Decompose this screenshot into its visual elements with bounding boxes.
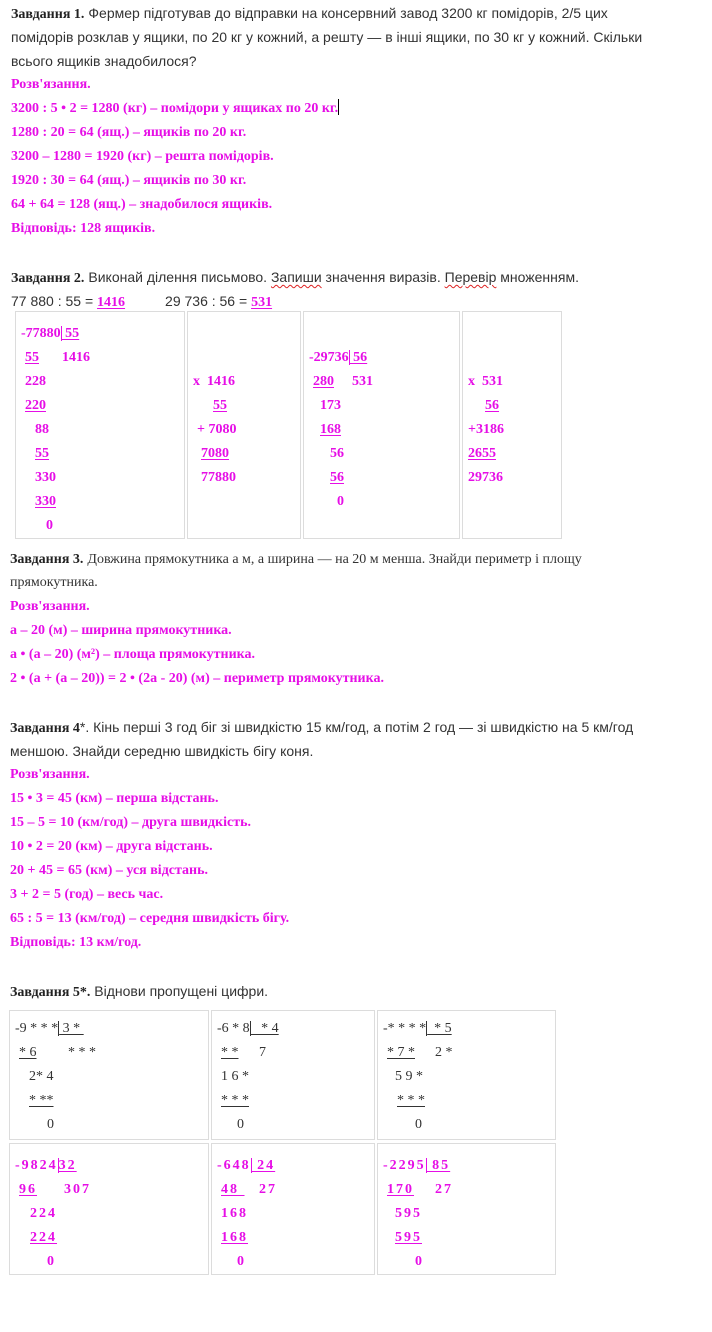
- puzzle1-row-4: * **: [29, 1093, 54, 1108]
- puzzle1-dividend: -9 * * *: [15, 1021, 59, 1036]
- puzzle2-row-4: * * *: [221, 1093, 249, 1108]
- mul1-row-1: x 1416: [193, 374, 235, 389]
- div2-first-sub: 280: [313, 374, 334, 389]
- puzzle3-quotient: 2 *: [435, 1045, 453, 1060]
- solution2-row-3: 168: [221, 1206, 248, 1221]
- solution2-row-4: 168: [221, 1230, 248, 1245]
- task5-text: Віднови пропущені цифри.: [90, 983, 269, 999]
- puzzle2-row-3: 1 6 *: [221, 1069, 249, 1084]
- task2-text-4: Перевір: [444, 269, 497, 285]
- solution2-divisor: 24: [251, 1158, 276, 1173]
- task1-text-line-2: помідорів розклав у ящики, по 20 кг у кожний, а решту — в інші ящики, по 30 кг у кожний. Скільки: [11, 29, 643, 45]
- task4-step-5: 3 + 2 = 5 (год) – весь час.: [10, 887, 164, 902]
- div1-row-3: 228: [25, 374, 46, 389]
- solution3-remainder: 0: [415, 1254, 422, 1269]
- task3-text: Довжина прямокутника а м, а ширина — на 20 м менша. Знайди периметр і площу: [87, 552, 582, 567]
- task3-step-2: а • (а – 20) (м²) – площа прямокутника.: [10, 647, 256, 662]
- task2-label: Завдання 2.: [11, 271, 85, 286]
- puzzle1-dividend-row: [15, 1017, 84, 1041]
- div1-row-4: 220: [25, 398, 46, 413]
- task4-step-6: 65 : 5 = 13 (км/год) – середня швидкість бігу.: [10, 911, 290, 926]
- task4-text: Кінь перші 3 год біг зі швидкістю 15 км/год, а потім 2 год — зі швидкістю на 5 км/год: [93, 719, 634, 735]
- task4-step-4: 20 + 45 = 65 (км) – уся відстань.: [10, 863, 209, 878]
- task1-step-5: 64 + 64 = 128 (ящ.) – знадобилося ящиків.: [11, 197, 273, 212]
- mul2-row-2: [472, 394, 499, 418]
- solution2-dividend: -648: [217, 1158, 251, 1173]
- div2-divisor: 56: [349, 350, 368, 365]
- solution3-divisor: 85: [426, 1158, 451, 1173]
- div2-dividend-row: [309, 346, 367, 370]
- task4-text-line-2: меншою. Знайди середню швидкість бігу коня.: [10, 743, 314, 759]
- task2-expr2: 29 736 : 56 =: [165, 293, 252, 309]
- puzzle1-remainder: 0: [47, 1117, 54, 1132]
- div2-quotient: 531: [352, 374, 373, 389]
- mul2-row-5: 29736: [468, 470, 503, 485]
- mul2-row-3: +3186: [468, 422, 504, 437]
- task2-text-2: Запиши: [270, 269, 322, 285]
- mul2-row-4: 2655: [468, 446, 496, 461]
- task1-step-4: 1920 : 30 = 64 (ящ.) – ящиків по 30 кг.: [11, 173, 247, 188]
- puzzle1-quotient: * * *: [68, 1045, 96, 1060]
- mul1-row-5: 77880: [201, 470, 236, 485]
- puzzle-cell-1: [9, 1010, 209, 1140]
- task5-label: Завдання 5*.: [10, 985, 91, 1000]
- puzzle-cell-2: [211, 1010, 375, 1140]
- task1-step-2: [11, 121, 246, 145]
- puzzle3-dividend: -* * * *: [383, 1021, 427, 1036]
- task1-solution-title: Розв'язання.: [11, 77, 91, 92]
- task3-step-1: а – 20 (м) – ширина прямокутника.: [10, 623, 232, 638]
- solution2-remainder: 0: [237, 1254, 244, 1269]
- task1-label: Завдання 1.: [11, 7, 85, 22]
- puzzle2-remainder: 0: [237, 1117, 244, 1132]
- task2-text-3: значення виразів.: [321, 269, 445, 285]
- div1-quotient: 1416: [62, 350, 90, 365]
- task4-step-2: 15 – 5 = 10 (км/год) – друга швидкість.: [10, 815, 252, 830]
- solution-cell-1: [9, 1143, 209, 1275]
- div1-first-sub-value: 55: [25, 350, 39, 365]
- solution1-dividend: -9824: [15, 1158, 58, 1173]
- mul1-row-2: [207, 394, 227, 418]
- solution3-row-4: 595: [395, 1230, 422, 1245]
- puzzle3-first-sub: * 7 *: [387, 1045, 415, 1060]
- div1-first-sub: [25, 346, 46, 370]
- div2-row-3: 173: [320, 398, 341, 413]
- solution-cell-3: [377, 1143, 556, 1275]
- task1-step-1: [11, 97, 339, 121]
- task3-solution-title: Розв'язання.: [10, 599, 90, 614]
- div2-remainder: 0: [337, 494, 344, 509]
- mul1-row-3: + 7080: [197, 422, 237, 437]
- solution1-dividend-row: [15, 1154, 77, 1178]
- solution1-row-4: 224: [30, 1230, 57, 1245]
- puzzle3-divisor: * 5: [427, 1021, 452, 1036]
- solution2-quotient: 27: [259, 1182, 277, 1197]
- task1-answer: Відповідь: 128 ящиків.: [11, 221, 156, 236]
- div1-row-5: 88: [35, 422, 49, 437]
- solution3-dividend-row: [383, 1154, 450, 1178]
- task1-step-1-text: 3200 : 5 • 2 = 1280 (кг) – помідори у ящиках по 20 кг.: [11, 101, 339, 116]
- task1-text-line-3: всього ящиків знадобилося?: [11, 53, 197, 69]
- task4-answer: Відповідь: 13 км/год.: [10, 935, 142, 950]
- puzzle2-dividend: -6 * 8: [217, 1021, 250, 1036]
- task3-label: Завдання 3.: [10, 552, 84, 567]
- task3-text-line-2: прямокутника.: [10, 575, 98, 590]
- solution1-divisor: 32: [58, 1158, 77, 1173]
- div2-row-4: 168: [320, 422, 341, 437]
- puzzle3-dividend-row: [383, 1017, 452, 1041]
- solution3-row-3: 595: [395, 1206, 422, 1221]
- task4-step-1: 15 • 3 = 45 (км) – перша відстань.: [10, 791, 219, 806]
- div1-dividend: -77880: [21, 326, 61, 341]
- task4-label: Завдання 4: [10, 721, 80, 736]
- task1-step-2-text: 1280 : 20 = 64 (ящ.) – ящиків по 20 кг.: [11, 125, 247, 140]
- puzzle2-quotient: 7: [259, 1045, 266, 1060]
- puzzle3-row-3: 5 9 *: [395, 1069, 423, 1084]
- solution2-dividend-row: [217, 1154, 275, 1178]
- text-cursor: [338, 99, 339, 115]
- puzzle2-divisor: * 4: [250, 1021, 279, 1036]
- puzzle1-first-sub: * 6: [19, 1045, 37, 1060]
- task2-text-5: множенням.: [496, 269, 579, 285]
- task2-multiplication-cell-2: [462, 311, 562, 539]
- mul2-row-1: x 531: [468, 374, 503, 389]
- puzzle2-first-sub: * *: [221, 1045, 239, 1060]
- div1-divisor: 55: [61, 326, 80, 341]
- task2-division-cell-2: [303, 311, 460, 539]
- puzzle1-row-3: 2* 4: [29, 1069, 54, 1084]
- solution3-dividend: -2295: [383, 1158, 426, 1173]
- puzzle3-row-4: * * *: [397, 1093, 425, 1108]
- solution3-quotient: 27: [435, 1182, 453, 1197]
- puzzle3-remainder: 0: [415, 1117, 422, 1132]
- puzzle2-dividend-row: [217, 1017, 279, 1041]
- task3-text-line-1: [10, 547, 582, 572]
- mul1-row-4: 7080: [201, 446, 229, 461]
- puzzle1-divisor: 3 *: [59, 1021, 84, 1036]
- solution3-first-sub: 170: [387, 1182, 414, 1197]
- div1-row-7: 330: [35, 470, 56, 485]
- task5-text-line: [10, 979, 268, 1005]
- div2-row-5: 56: [330, 446, 344, 461]
- task1-text-line-1: [11, 1, 608, 27]
- task2-multiplication-cell-1: [187, 311, 301, 539]
- task4-step-3: 10 • 2 = 20 (км) – друга відстань.: [10, 839, 213, 854]
- task2-text-1: Виконай ділення письмово.: [88, 269, 271, 285]
- task1-step-3: 3200 – 1280 = 1920 (кг) – решта помідорів.: [11, 149, 274, 164]
- solution1-row-3: 224: [30, 1206, 57, 1221]
- task2-text-line: [11, 265, 579, 291]
- div2-dividend: -29736: [309, 350, 349, 365]
- div1-row-8: 330: [35, 494, 56, 509]
- task1-text: Фермер підготував до відправки на консервний завод 3200 кг помідорів, 2/5 цих: [88, 5, 608, 21]
- task2-ans2: 531: [251, 295, 273, 310]
- task2-division-cell-1: [15, 311, 185, 539]
- div1-row-6: 55: [35, 446, 49, 461]
- puzzle-cell-3: [377, 1010, 556, 1140]
- task4-text-line-1: [10, 715, 633, 741]
- task4-solution-title: Розв'язання.: [10, 767, 90, 782]
- solution1-first-sub: 96: [19, 1182, 37, 1197]
- task2-ans1: 1416: [97, 295, 126, 310]
- solution-cell-2: [211, 1143, 375, 1275]
- mul1-row-2-value: 55: [213, 398, 227, 413]
- solution1-remainder: 0: [47, 1254, 54, 1269]
- mul2-row-2-value: 56: [485, 398, 499, 413]
- solution2-first-sub: 48: [221, 1182, 245, 1197]
- task4-star: *.: [79, 719, 94, 735]
- div1-remainder: 0: [46, 518, 53, 533]
- task2-expr1: 77 880 : 55 =: [11, 293, 98, 309]
- div1-dividend-row: [21, 322, 79, 346]
- div2-row-6: 56: [330, 470, 344, 485]
- task3-step-3: 2 • (а + (а – 20)) = 2 • (2а - 20) (м) – периметр прямокутника.: [10, 671, 384, 686]
- solution1-quotient: 307: [64, 1182, 91, 1197]
